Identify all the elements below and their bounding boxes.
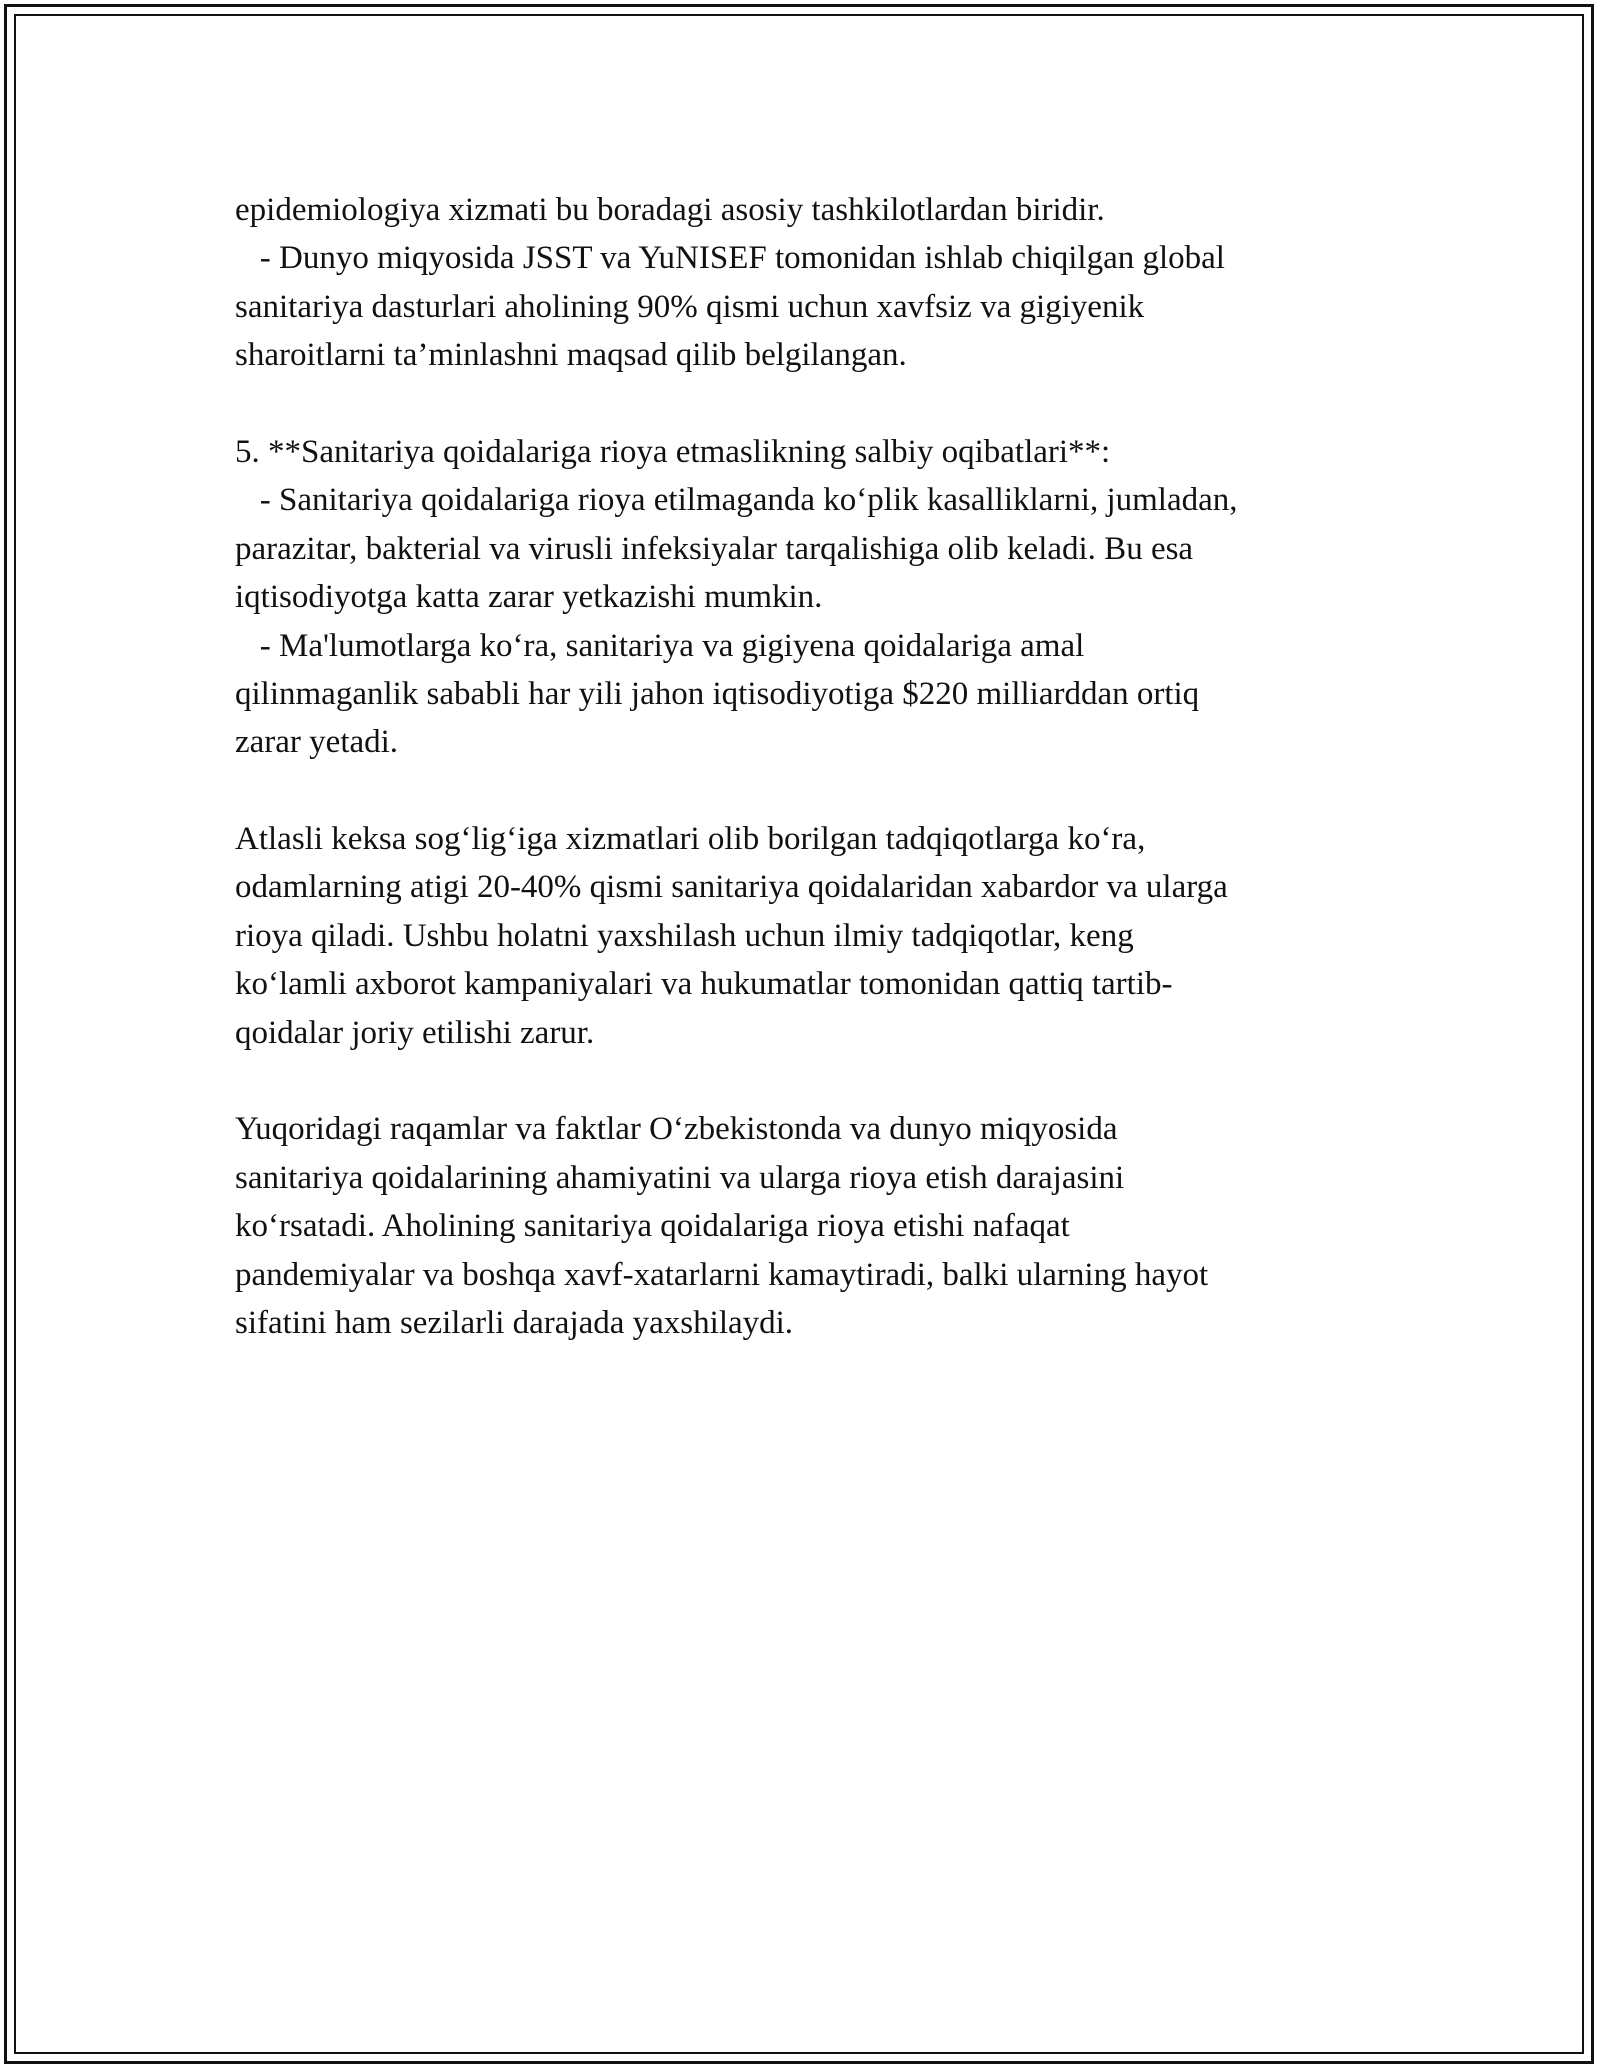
text-line: parazitar, bakterial va virusli infeksiyalar tarqalishiga olib keladi. Bu esa	[235, 530, 1194, 567]
text-line: - Ma'lumotlarga ko‘ra, sanitariya va gigiyena qoidalariga amal	[235, 627, 1085, 664]
paragraph-gap	[235, 1057, 1365, 1105]
section-heading: 5. **Sanitariya qoidalariga rioya etmaslikning salbiy oqibatlari**:	[235, 433, 1111, 470]
text-line: iqtisodiyotga katta zarar yetkazishi mumkin.	[235, 579, 823, 616]
text-line: - Dunyo miqyosida JSST va YuNISEF tomonidan ishlab chiqilgan global	[235, 240, 1225, 277]
text-line: - Sanitariya qoidalariga rioya etilmaganda ko‘plik kasalliklarni, jumladan,	[235, 482, 1238, 519]
text-line: ko‘lamli axborot kampaniyalari va hukumatlar tomonidan qattiq tartib-	[235, 966, 1173, 1003]
text-line: sharoitlarni ta’minlashni maqsad qilib belgilangan.	[235, 337, 907, 374]
text-line: qoidalar joriy etilishi zarur.	[235, 1014, 595, 1051]
document-body	[235, 186, 1365, 1347]
text-line: rioya qiladi. Ushbu holatni yaxshilash uchun ilmiy tadqiqotlar, keng	[235, 917, 1134, 954]
paragraph-gap	[235, 767, 1365, 815]
text-line: Atlasli keksa sog‘lig‘iga xizmatlari olib borilgan tadqiqotlarga ko‘ra,	[235, 821, 1146, 858]
text-line: pandemiyalar va boshqa xavf-xatarlarni kamaytiradi, balki ularning hayot	[235, 1256, 1209, 1293]
text-line: epidemiologiya xizmati bu boradagi asosiy tashkilotlardan biridir.	[235, 192, 1105, 228]
text-line: sifatini ham sezilarli darajada yaxshilaydi.	[235, 1304, 794, 1341]
text-line: sanitariya qoidalarining ahamiyatini va ularga rioya etish darajasini	[235, 1159, 1125, 1196]
text-line: sanitariya dasturlari aholining 90% qismi uchun xavfsiz va gigiyenik	[235, 288, 1145, 325]
text-line: odamlarning atigi 20-40% qismi sanitariya qoidalaridan xabardor va ularga	[235, 869, 1228, 906]
text-line: zarar yetadi.	[235, 724, 399, 761]
text-line: qilinmaganlik sababli har yili jahon iqtisodiyotiga $220 milliarddan ortiq	[235, 675, 1200, 712]
text-line: Yuqoridagi raqamlar va faktlar O‘zbekistonda va dunyo miqyosida	[235, 1111, 1118, 1148]
paragraph-gap	[235, 380, 1365, 428]
text-line: ko‘rsatadi. Aholining sanitariya qoidalariga rioya etishi nafaqat	[235, 1208, 1070, 1245]
